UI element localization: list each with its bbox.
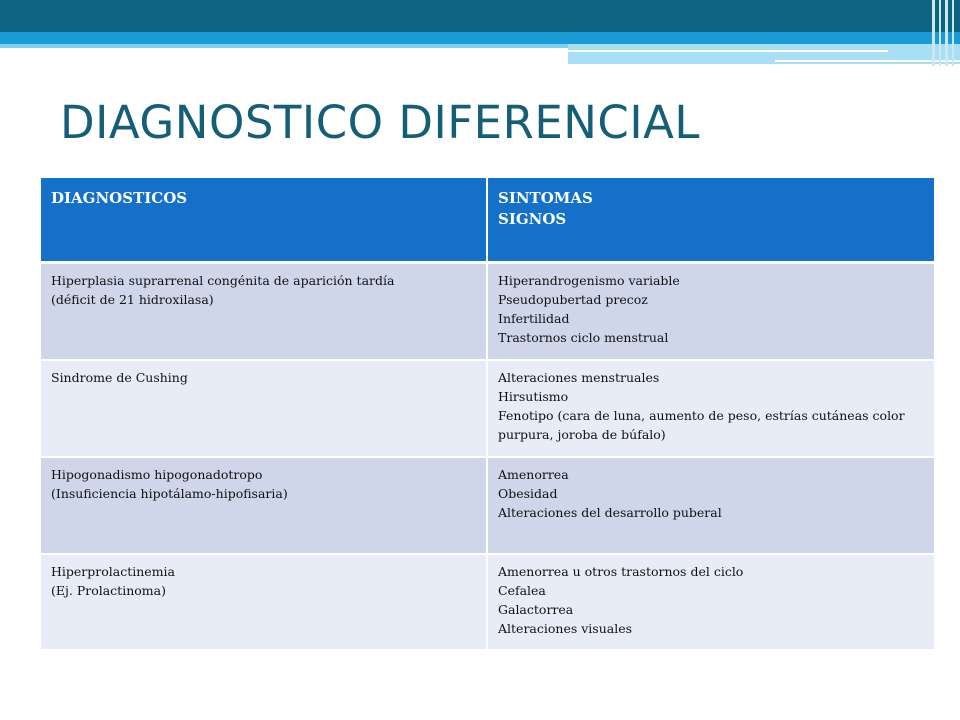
cell-line: Pseudopubertad precoz [498,291,648,307]
symptoms-cell [487,360,934,457]
header-stripe [952,0,954,66]
symptoms-cell [487,554,934,650]
table-row [41,262,934,360]
cell-line: (déficit de 21 hidroxilasa) [51,291,214,307]
cell-line: Alteraciones menstruales [498,370,660,385]
header-stripe [945,0,948,66]
cell-line: Hiperprolactinemia [51,564,175,579]
header-sintomas-signos [487,178,934,262]
cell-line: Hipogonadismo hipogonadotropo [51,467,263,482]
cell-line: Hiperplasia suprarrenal congénita de aparición tardía [51,272,395,288]
diagnosis-cell [41,262,487,360]
cell-line: Infertilidad [498,310,570,326]
cell-line: Fenotipo (cara de luna, aumento de peso, estrías cutáneas color purpura, joroba de búfalo) [498,408,905,442]
diagnosis-cell [41,457,487,554]
header-rule-1 [568,50,888,52]
cell-line: Hiperandrogenismo variable [498,272,680,288]
symptoms-cell [487,262,934,360]
cell-line: Hirsutismo [498,389,569,404]
header-label: DIAGNOSTICOS [51,189,188,207]
cell-line: Alteraciones del desarrollo puberal [498,505,722,520]
diagnosis-cell [41,554,487,650]
header-stripe [939,0,941,66]
header-diagnosticos [41,178,487,262]
table-row [41,360,934,457]
symptoms-cell [487,457,934,554]
header-band-blue [0,32,960,44]
cell-line: Galactorrea [498,602,574,617]
cell-line: Trastornos ciclo menstrual [498,329,669,345]
cell-line: (Ej. Prolactinoma) [51,583,166,598]
slide-title: DIAGNOSTICO DIFERENCIAL [60,96,700,149]
header-band-light [0,44,568,48]
cell-line: Obesidad [498,486,558,501]
header-band-dark [0,0,960,32]
cell-line: Alteraciones visuales [498,621,633,636]
header-stripe [932,0,935,66]
table-row [41,554,934,650]
cell-line: Amenorrea [498,467,569,482]
diagnosis-cell [41,360,487,457]
table-row [41,457,934,554]
header-label: SIGNOS [498,210,567,228]
header-label: SINTOMAS [498,189,593,207]
cell-line: (Insuficiencia hipotálamo-hipofisaria) [51,486,288,501]
cell-line: Sindrome de Cushing [51,370,188,385]
cell-line: Amenorrea u otros trastornos del ciclo [498,564,744,579]
cell-line: Cefalea [498,583,546,598]
table-header-row [41,178,934,262]
differential-diagnosis-table [41,178,934,651]
